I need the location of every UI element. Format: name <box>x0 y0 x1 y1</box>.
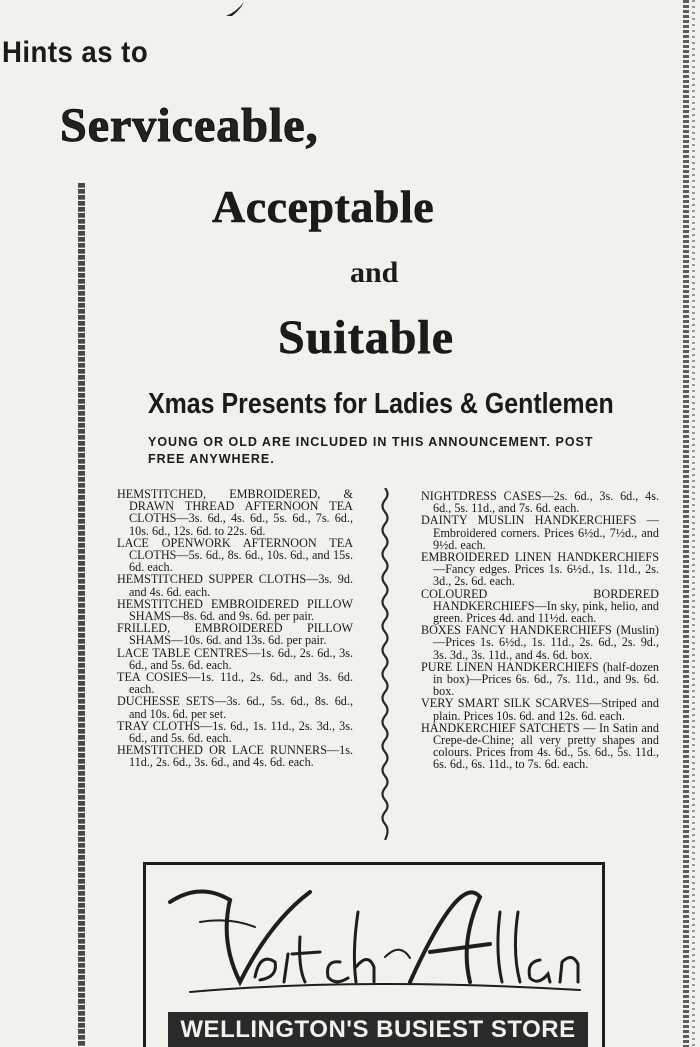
price-entry: EMBROIDERED LINEN HANDKERCHIEFS—Fancy edges. Prices 1s. 6½d., 1s. 11d., 2s. 3d., 2s. 6d. each. <box>421 550 659 589</box>
price-entry: HANDKERCHIEF SATCHETS — In Satin and Crepe-de-Chine; all very pretty shapes and colours. Prices from 4s. 6d., 5s. 6d., 5s. 11d., 6s. 6d., 6s. 11d., to 7s. 6d. each. <box>421 720 659 772</box>
suitable-heading: Suitable <box>278 311 455 364</box>
price-entry: HEMSTITCHED EMBROIDERED PILLOW SHAMS—8s. 6d. and 9s. 6d. per pair. <box>117 596 353 624</box>
veitch-allan-logo <box>160 882 590 1002</box>
price-entry: VERY SMART SILK SCARVES—Striped and plain. Prices 10s. 6d. and 12s. 6d. each. <box>421 696 659 723</box>
price-entry: TRAY CLOTHS—1s. 6d., 1s. 11d., 2s. 3d., 3s. 6d., and 5s. 6d. each. <box>117 718 353 746</box>
announcement-notice: YOUNG OR OLD ARE INCLUDED IN THIS ANNOUNCEMENT. POST FREE ANYWHERE. <box>148 435 594 466</box>
right-border-rule <box>683 0 689 1047</box>
price-entry: DAINTY MUSLIN HANDKERCHIEFS —Embroidered corners. Prices 6½d., 7½d., and 9½d. each. <box>421 513 659 552</box>
price-entry: TEA COSIES—1s. 11d., 2s. 6d., and 3s. 6d. each. <box>117 670 353 697</box>
price-entry: LACE TABLE CENTRES—1s. 6d., 2s. 6d., 3s. 6d., and 5s. 6d. each. <box>117 645 353 672</box>
left-price-column <box>117 488 353 769</box>
price-entry: HEMSTITCHED, EMBROIDERED, & DRAWN THREAD AFTERNOON TEA CLOTHS—3s. 6d., 4s. 6d., 5s. 6d., 7s. 6d., 10s. 6d., 12s. 6d. to 22s. 6d. <box>117 487 353 538</box>
price-entry: FRILLED, EMBROIDERED PILLOW SHAMS—10s. 6d. and 13s. 6d. per pair. <box>117 621 353 648</box>
price-entry: NIGHTDRESS CASES—2s. 6d., 3s. 6d., 4s. 6d., 5s. 11d., and 7s. 6d. each. <box>421 489 659 516</box>
wavy-column-divider <box>378 488 392 840</box>
acceptable-heading: Acceptable <box>212 181 435 232</box>
price-entry: DUCHESSE SETS—3s. 6d., 5s. 6d., 8s. 6d., and 10s. 6d. per set. <box>117 694 353 721</box>
right-border-rule-outer <box>692 0 695 1047</box>
price-entry: PURE LINEN HANDKERCHIEFS (half-dozen in box)—Prices 6s. 6d., 7s. 11d., and 9s. 6d. box. <box>421 659 659 699</box>
and-heading: and <box>350 256 399 289</box>
ornament-fragment-icon <box>222 0 252 18</box>
price-entry: HEMSTITCHED SUPPER CLOTHS—3s. 9d. and 4s. 6d. each. <box>117 572 353 599</box>
serviceable-heading: Serviceable, <box>60 99 319 152</box>
hints-heading: Hints as to <box>2 36 149 69</box>
right-price-column <box>421 490 659 771</box>
price-entry: HEMSTITCHED OR LACE RUNNERS—1s. 11d., 2s. 6d., 3s. 6d., and 4s. 6d. each. <box>117 743 353 770</box>
wellington-busiest-store-banner: WELLINGTON'S BUSIEST STORE <box>168 1012 588 1047</box>
left-border-rule <box>78 183 85 1047</box>
price-entry: BOXES FANCY HANDKERCHIEFS (Muslin)—Prices 1s. 6½d., 1s. 11d., 2s. 6d., 2s. 9d., 3s. 3d., 3s. 11d., and 4s. 6d. box. <box>421 623 659 662</box>
xmas-presents-subheading: Xmas Presents for Ladies & Gentlemen <box>148 388 614 420</box>
price-entry: LACE OPENWORK AFTERNOON TEA CLOTHS—5s. 6d., 8s. 6d., 10s. 6d., and 15s. 6d. each. <box>117 535 353 575</box>
price-entry: COLOURED BORDERED HANDKERCHIEFS—In sky, pink, helio, and green. Prices 4d. and 11½d. each. <box>421 586 659 626</box>
